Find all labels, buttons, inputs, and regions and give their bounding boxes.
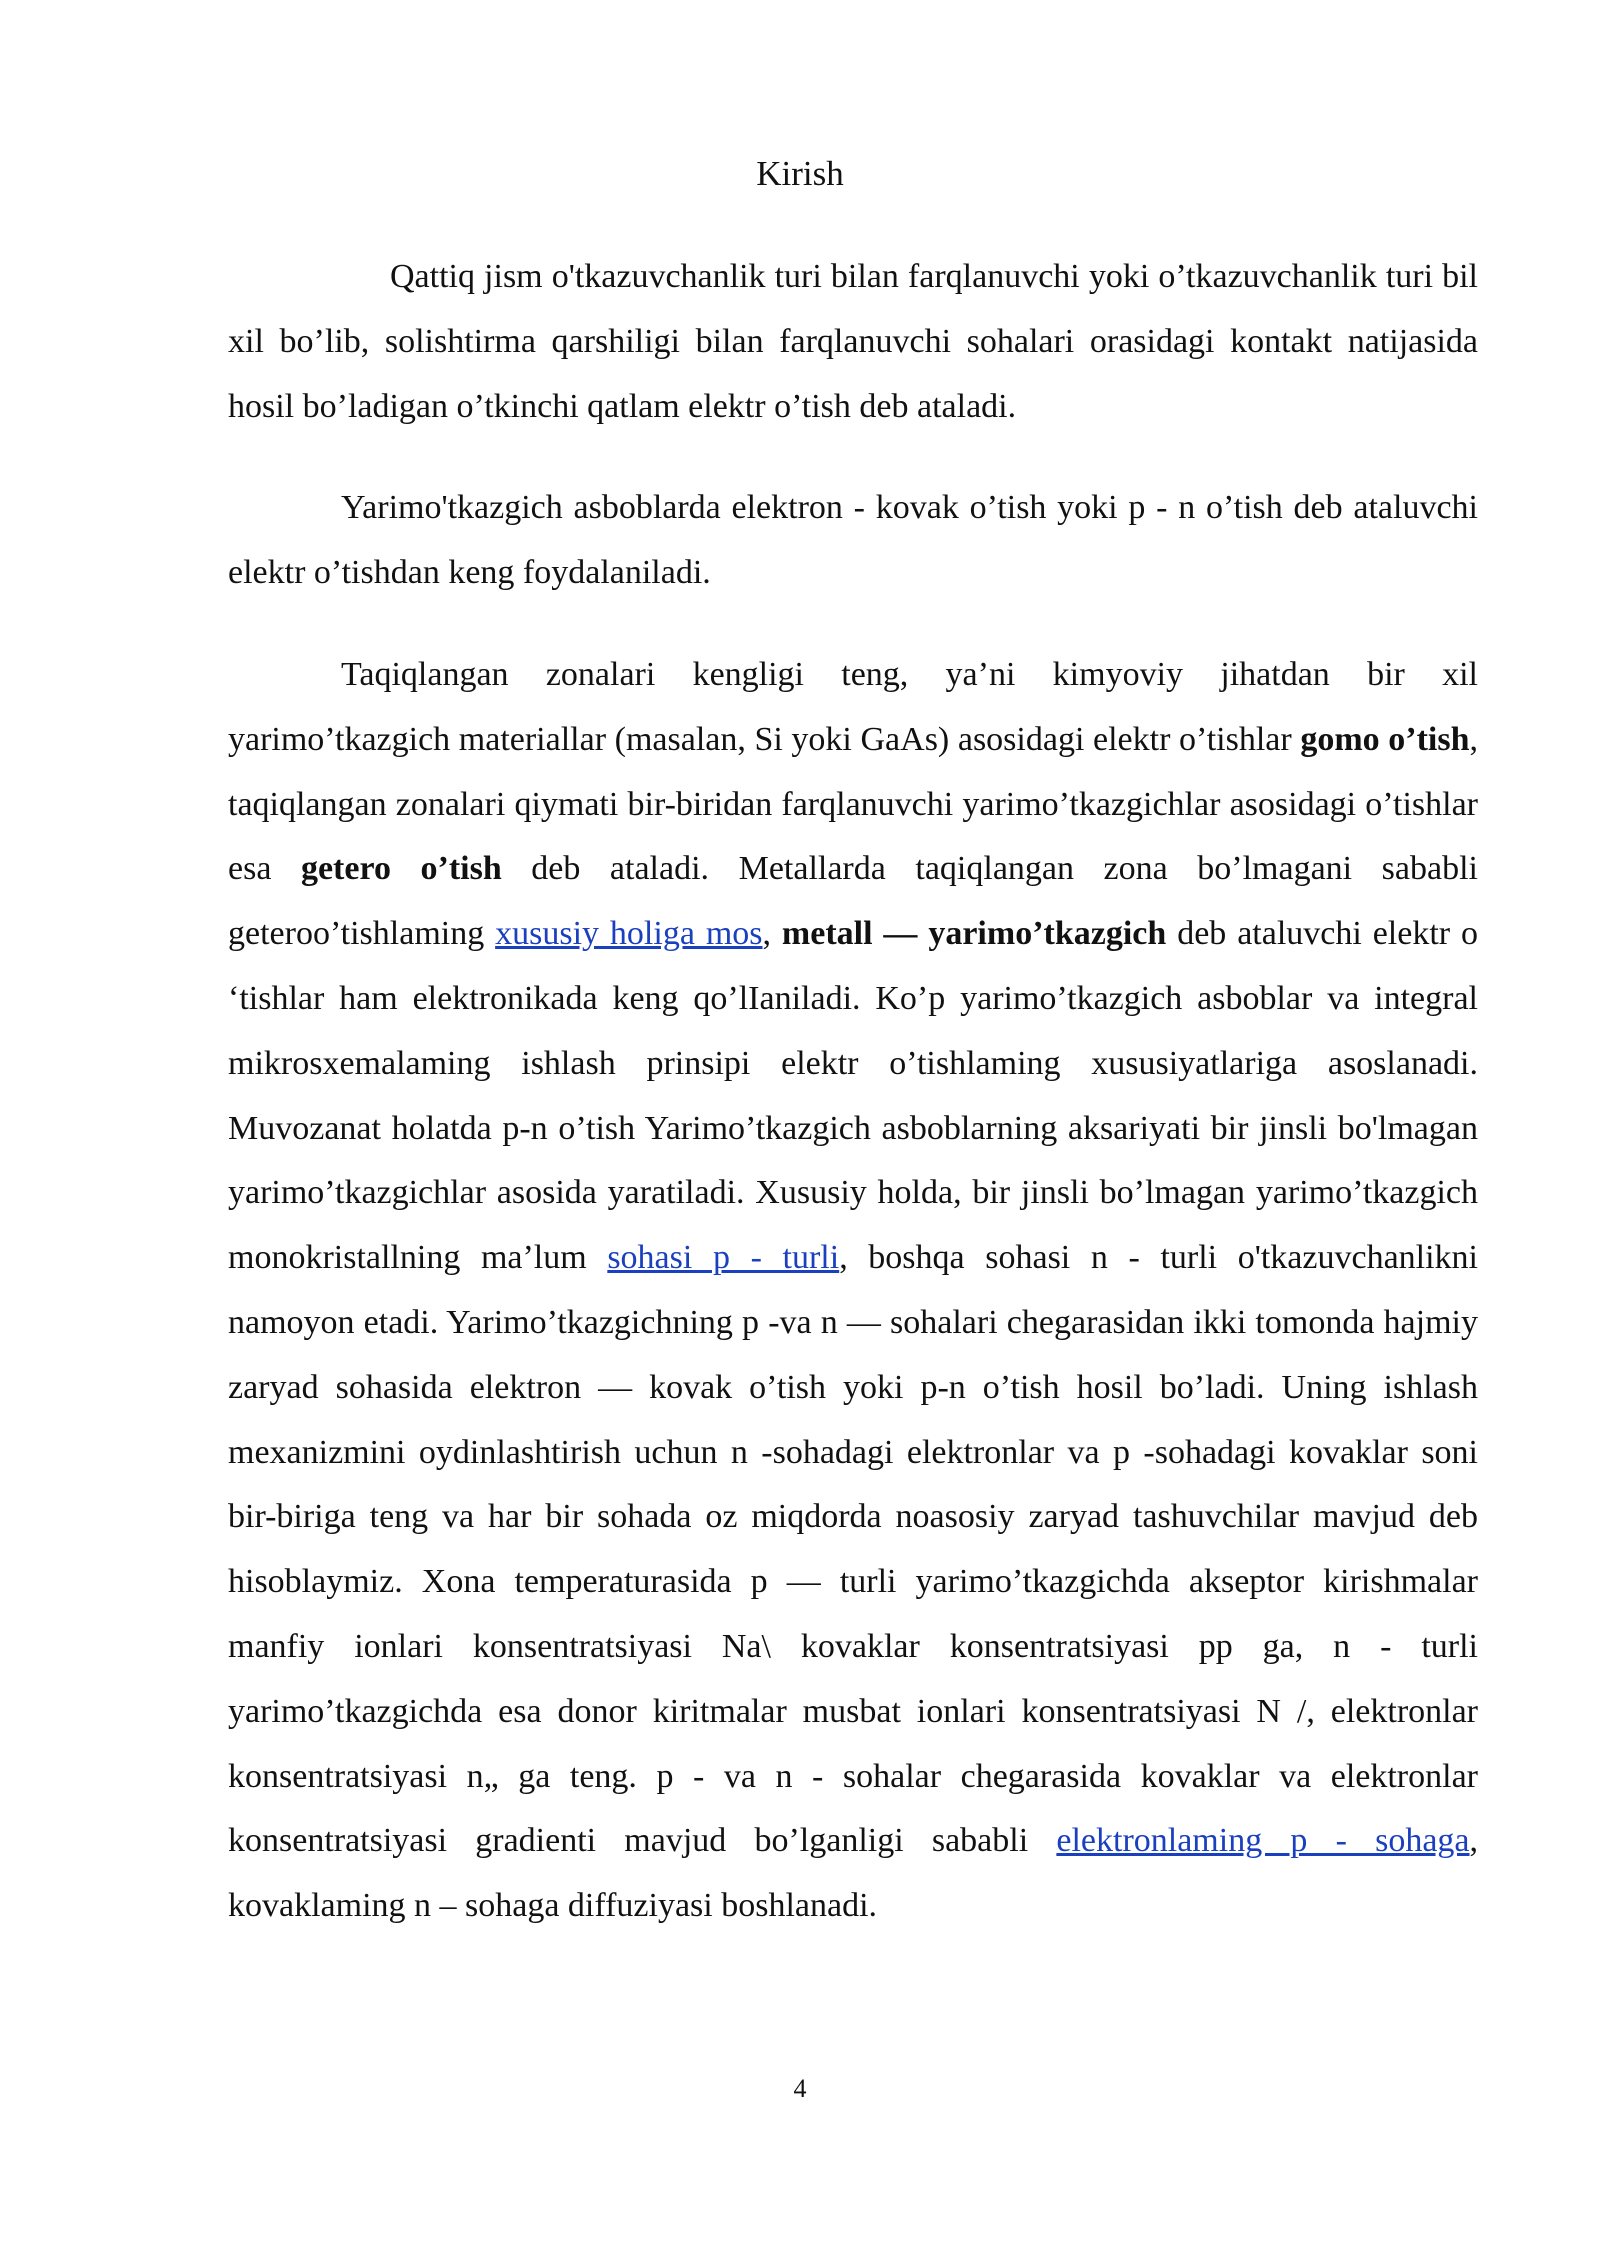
paragraph-3-text-7: , kovaklaming n – sohaga diffuziyasi boshlanadi. — [228, 1822, 1479, 1925]
paragraph-1: Qattiq jism o'tkazuvchanlik turi bilan farqlanuvchi yoki o’tkazuvchanlik turi bil xil bo’lib, solishtirma qarshiligi bilan farqlanuvchi sohalari orasidagi kontakt natijasida hosil bo’ladigan o’tkinchi qatlam elektr o’tish deb ataladi. — [228, 258, 1478, 425]
paragraph-3-text-2: , taqiqlangan zonalari qiymati bir-biridan farqlanuvchi yarimo’tkazgichlar asosidagi o’tishlar esa — [228, 720, 1478, 888]
paragraph-3-text-5: deb ataluvchi elektr o ‘tishlar ham elektronikada keng qo’lIaniladi. Ko’p yarimo’tkazgich asboblar va integral mikrosxemalaming ishlash prinsipi elektr o’tishlaming xususiyatlariga asoslanadi. Muvozanat holatda p-n o’tish Yarimo’tkazgich asboblarning aksariyati bir jinsli bo'lmagan yarimo’tkazgichlar asosida yaratiladi. Xususiy holda, bir jinsli bo’lmagan yarimo’tkazgich monokristallning ma’lum — [228, 915, 1479, 1277]
link-sohasi-p-turli[interactable]: sohasi p - turli — [607, 1239, 840, 1277]
paragraph-3-text-3: deb ataladi. Metallarda taqiqlangan zona bo’lmagani sababli geteroo’tishlaming — [228, 850, 1478, 953]
paragraph-3 — [228, 643, 1478, 1939]
section-title: Kirish — [756, 154, 844, 193]
paragraph-2: Yarimo'tkazgich asboblarda elektron - kovak o’tish yoki p - n o’tish deb ataluvchi elektr o’tishdan keng foydalaniladi. — [228, 489, 1478, 591]
paragraph-3-text-1: Taqiqlangan zonalari kengligi teng, ya’ni kimyoviy jihatdan bir xil yarimo’tkazgich materiallar (masalan, Si yoki GaAs) asosidagi elektr o’tishlar — [228, 656, 1478, 758]
paragraph-3-text-6: , boshqa sohasi n - turli o'tkazuvchanlikni namoyon etadi. Yarimo’tkazgichning p -va n — sohalari chegarasidan ikki tomonda hajmiy zaryad sohasida elektron — kovak o’tish yoki p-n o’tish hosil bo’ladi. Uning ishlash mexanizmini oydinlashtirish uchun n -sohadagi elektronlar va p -sohadagi kovaklar soni bir-biriga teng va har bir sohada oz miqdorda noasosiy zaryad tashuvchilar mavjud deb hisoblaymiz. Xona temperaturasida p — turli yarimo’tkazgichda akseptor kirishmalar manfiy ionlari konsentratsiyasi Na\ kovaklar konsentratsiyasi pp ga, n - turli yarimo’tkazgichda esa donor kiritmalar musbat ionlari konsentratsiyasi N /, elektronlar konsentratsiyasi n„ ga teng. p - va n - sohalar chegarasida kovaklar va elektronlar konsentratsiyasi gradienti mavjud bo’lganligi sababli — [228, 1239, 1479, 1860]
page-number: 4 — [793, 2074, 807, 2103]
term-metall-yarimotkazgich: metall — yarimo’tkazgich — [781, 915, 1167, 953]
link-xususiy-holiga-mos[interactable]: xususiy holiga mos — [495, 915, 763, 953]
term-gomo-otish: gomo o’tish — [1300, 720, 1470, 758]
paragraph-3-text-4: , — [762, 915, 782, 953]
link-elektronlaming-p-sohaga[interactable]: elektronlaming p - sohaga — [1056, 1822, 1470, 1860]
term-getero-otish: getero o’tish — [300, 850, 502, 888]
